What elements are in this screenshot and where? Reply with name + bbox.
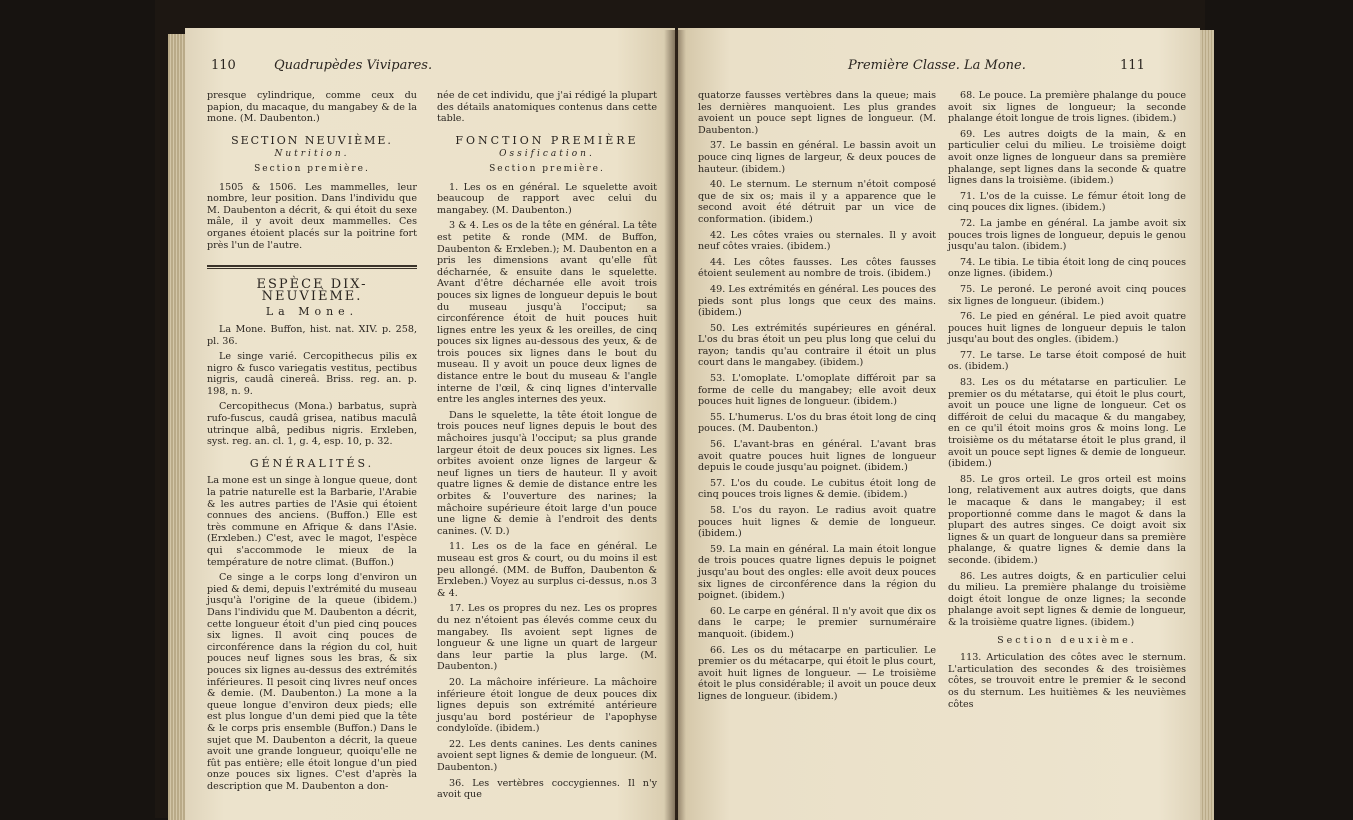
section-heading: SECTION NEUVIÈME. xyxy=(231,133,393,147)
paragraph: La Mone. Buffon, hist. nat. XIV. p. 258, pl. 36. xyxy=(207,323,417,347)
right-column-1 xyxy=(698,90,936,707)
left-header-title: Quadrupèdes Vivipares. xyxy=(273,58,433,73)
paragraph: 69. Les autres doigts de la main, & en particulier celui du milieu. Le troisième doigt avoit onze lignes de longueur dans sa première phalange, sept lignes dans la seconde & quatre lignes dans la troisième. (ibidem.) xyxy=(948,128,1186,187)
paragraph: 77. Le tarse. Le tarse étoit composé de huit os. (ibidem.) xyxy=(948,349,1186,373)
paragraph: 36. Les vertèbres coccygiennes. Il n'y avoit que xyxy=(437,777,657,801)
left-page xyxy=(185,28,675,820)
paragraph: 11. Les os de la face en général. Le museau est gros & court, ou du moins il est peu allongé. (MM. de Buffon, Daubenton & Erxleben.) Voyez au surplus ci-dessus, n.os 3 & 4. xyxy=(437,541,657,599)
paragraph: 66. Les os du métacarpe en particulier. Le premier os du métacarpe, qui étoit le plus court, avoit huit lignes de longueur. — Le troisième étoit le plus considérable; il avoit un pouce deux lignes de longueur. (ibidem.) xyxy=(698,644,936,702)
left-running-head xyxy=(211,58,432,73)
species-name: La Mone. xyxy=(265,305,359,319)
paragraph: 20. La mâchoire inférieure. La mâchoire inférieure étoit longue de deux pouces dix lignes depuis son extrémité antérieure jusqu'au bord postérieur de l'apophyse condyloïde. (ibidem.) xyxy=(437,676,657,735)
paragraph: 49. Les extrémités en général. Les pouces des pieds sont plus longs que ceux des mains. (ibidem.) xyxy=(698,283,936,319)
right-page-number: 111 xyxy=(1120,58,1145,73)
paragraph: 86. Les autres doigts, & en particulier celui du milieu. La première phalange du troisième doigt étoit longue de onze lignes; la seconde phalange avoit sept lignes & demie de longueur, & la troisième quatre lignes. (ibidem.) xyxy=(948,570,1186,628)
paragraph: 56. L'avant-bras en général. L'avant bras avoit quatre pouces huit lignes de longueur depuis le coude jusqu'au poignet. (ibidem.) xyxy=(698,439,936,474)
subheading-ossification: Ossification. xyxy=(499,149,595,160)
paragraph: 37. Le bassin en général. Le bassin avoit un pouce cinq lignes de largeur, & deux pouces de hauteur. (ibidem.) xyxy=(698,140,936,175)
right-column-2 xyxy=(948,90,1186,714)
paragraph: 1505 & 1506. Les mammelles, leur nombre, leur position. Dans l'individu que M. Daubenton a décrit, & qui étoit du sexe mâle, il y avoit deux mammelles. Ces organes étoient placés sur la poitrine fort près l'un de l'autre. xyxy=(207,181,417,251)
subheading-nutrition: Nutrition. xyxy=(274,149,350,160)
paragraph: quatorze fausses vertèbres dans la queue; mais les dernières manquoient. Les plus grandes avoient un pouce sept lignes de longueur. (M. Daubenton.) xyxy=(698,90,936,136)
paragraph: 40. Le sternum. Le sternum n'étoit composé que de six os; mais il y a apparence que le second avoit été détruit par un vice de conformation. (ibidem.) xyxy=(698,179,936,225)
paragraph: 3 & 4. Les os de la tête en général. La tête est petite & ronde (MM. de Buffon, Daubenton & Erxleben.); M. Daubenton en a pris les dimensions avant qu'elle fût décharnée, & ensuite dans le squelette. Avant d'être décharnée elle avoit trois pouces six lignes de longueur depuis le bout du museau jusqu'à l'occiput; sa circonférence étoit de huit pouces huit lignes entre les yeux & les oreilles, de cinq pouces six lignes au-dessous des yeux, & de trois pouces six lignes dans le bout du museau. Il y avoit un pouce deux lignes de distance entre le bout du museau & l'angle interne de l'œil, & cinq lignes d'intervalle entre les angles internes des yeux. xyxy=(437,220,657,406)
paragraph: 57. L'os du coude. Le cubitus étoit long de cinq pouces trois lignes & demie. (ibidem.) xyxy=(698,477,936,501)
paragraph: 58. L'os du rayon. Le radius avoit quatre pouces huit lignes & demie de longueur. (ibidem.) xyxy=(698,505,936,540)
section-first: Section première. xyxy=(489,163,605,174)
paragraph: 22. Les dents canines. Les dents canines avoient sept lignes & demie de longueur. (M. Daubenton.) xyxy=(437,738,657,774)
paragraph: Cercopithecus (Mona.) barbatus, suprà rufo-fuscus, caudâ grisea, natibus maculâ utrinque albâ, pedibus nigris. Erxleben, syst. reg. an. cl. 1, g. 4, esp. 10, p. 32. xyxy=(207,401,417,448)
section-first: Section première. xyxy=(254,163,370,174)
paragraph: 44. Les côtes fausses. Les côtes fausses étoient seulement au nombre de trois. (ibidem.) xyxy=(698,256,936,280)
paragraph: 85. Le gros orteil. Le gros orteil est moins long, relativement aux autres doigts, que dans le macaque & dans le mangabey; il est proportionné comme dans le magot & dans la plupart des autres singes. Ce doigt avoit six lignes & un quart de longueur dans sa première phalange, & quatre lignes & demie dans la seconde. (ibidem.) xyxy=(948,473,1186,566)
paragraph: Dans le squelette, la tête étoit longue de trois pouces neuf lignes depuis le bout des mâchoires jusqu'à l'occiput; sa plus grande largeur étoit de deux pouces six lignes. Les orbites avoient onze lignes de largeur & neuf lignes un tiers de hauteur. Il y avoit quatre lignes & demie de distance entre les orbites & l'ouverture des narines; la mâchoire supérieure étoit large d'un pouce une ligne & demie à l'endroit des dents canines. (V. D.) xyxy=(437,409,657,537)
paragraph: 60. Le carpe en général. Il n'y avoit que dix os dans le carpe; le premier surnuméraire manquoit. (ibidem.) xyxy=(698,605,936,640)
divider xyxy=(207,265,417,267)
paragraph: 113. Articulation des côtes avec le sternum. L'articulation des secondes & des troisièmes côtes, se trouvoit entre le premier & le second os du sternum. Les huitièmes & les neuvièmes côtes xyxy=(948,652,1186,710)
paragraph: 17. Les os propres du nez. Les os propres du nez n'étoient pas élevés comme ceux du mangabey. Ils avoient sept lignes de longueur & une ligne un quart de largeur dans leur partie la plus large. (M. Daubenton.) xyxy=(437,603,657,673)
right-header-title: Première Classe. La Mone. xyxy=(848,58,1026,73)
left-page-number: 110 xyxy=(211,58,236,73)
paragraph: née de cet individu, que j'ai rédigé la plupart des détails anatomiques contenus dans cette table. xyxy=(437,90,657,125)
paragraph: 50. Les extrémités supérieures en général. L'os du bras étoit un peu plus long que celui du rayon; tandis qu'au contraire il étoit un plus court dans le mangabey. (ibidem.) xyxy=(698,322,936,369)
paragraph: 71. L'os de la cuisse. Le fémur étoit long de cinq pouces dix lignes. (ibidem.) xyxy=(948,190,1186,214)
generalites-heading: GÉNÉRALITÉS. xyxy=(249,456,375,470)
paragraph: 83. Les os du métatarse en particulier. Le premier os du métatarse, qui étoit le plus court, avoit un pouce une ligne de longueur. Cet os différoit de celui du macaque & du mangabey, en ce qu'il étoit moins gros & moins long. Le troisième os du métatarse étoit le plus grand, il avoit un pouce sept lignes & demie de longueur. (ibidem.) xyxy=(948,377,1186,470)
paragraph: 76. Le pied en général. Le pied avoit quatre pouces huit lignes de longueur depuis le talon jusqu'au bout des ongles. (ibidem.) xyxy=(948,311,1186,346)
paragraph: 68. Le pouce. La première phalange du pouce avoit six lignes de longueur; la seconde phalange étoit longue de trois lignes. (ibidem.) xyxy=(948,90,1186,125)
paragraph: 53. L'omoplate. L'omoplate différoit par sa forme de celle du mangabey; elle avoit deux pouces huit lignes de longueur. (ibidem.) xyxy=(698,373,936,408)
divider xyxy=(207,268,417,269)
paragraph: 42. Les côtes vraies ou sternales. Il y avoit neuf côtes vraies. (ibidem.) xyxy=(698,229,936,253)
left-page-edges xyxy=(168,34,186,820)
paragraph: 55. L'humerus. L'os du bras étoit long de cinq pouces. (M. Daubenton.) xyxy=(698,411,936,435)
right-page-edges xyxy=(1200,30,1214,820)
paragraph: presque cylindrique, comme ceux du papion, du macaque, du mangabey & de la mone. (M. Daubenton.) xyxy=(207,90,417,125)
left-column-2 xyxy=(437,90,657,805)
right-page xyxy=(678,28,1200,820)
paragraph: 72. La jambe en général. La jambe avoit six pouces trois lignes de longueur, depuis le genou jusqu'au talon. (ibidem.) xyxy=(948,217,1186,253)
paragraph: 75. Le peroné. Le peroné avoit cinq pouces six lignes de longueur. (ibidem.) xyxy=(948,283,1186,307)
left-column-1 xyxy=(207,90,417,796)
paragraph: 74. Le tibia. Le tibia étoit long de cinq pouces onze lignes. (ibidem.) xyxy=(948,256,1186,280)
species-heading: ESPÈCE DIX-NEUVIÈME. xyxy=(256,277,368,304)
paragraph: 1. Les os en général. Le squelette avoit beaucoup de rapport avec celui du mangabey. (M. Daubenton.) xyxy=(437,181,657,216)
paragraph: 59. La main en général. La main étoit longue de trois pouces quatre lignes depuis le poignet jusqu'au bout des ongles: elle avoit deux pouces six lignes de circonférence dans la région du poignet. (ibidem.) xyxy=(698,543,936,602)
fonction-heading: FONCTION PREMIÈRE xyxy=(455,133,639,147)
section-second: Section deuxième. xyxy=(997,634,1137,646)
paragraph: Le singe varié. Cercopithecus pilis ex nigro & fusco variegatis vestitus, pectibus nigris, caudâ cinereâ. Briss. reg. an. p. 198, n. 9. xyxy=(207,351,417,397)
right-running-head xyxy=(848,58,1145,73)
paragraph: Ce singe a le corps long d'environ un pied & demi, depuis l'extrémité du museau jusqu'à l'origine de la queue (ibidem.) Dans l'individu que M. Daubenton a décrit, cette longueur étoit d'un pied cinq pouces six lignes. Il avoit cinq pouces de circonférence dans la région du col, huit pouces neuf lignes sous les bras, & six pouces six lignes au-dessus des extrémités inférieures. Il pesoit cinq livres neuf onces & demie. (M. Daubenton.) La mone a la queue longue d'environ deux pieds; elle est plus longue d'un demi pied que la tête & le corps pris ensemble (Buffon.) Dans le sujet que M. Daubenton a décrit, la queue avoit une grande longueur, quoiqu'elle ne fût pas entière; elle étoit longue d'un pied onze pouces six lignes. C'est d'après la description que M. Daubenton a don- xyxy=(207,572,417,792)
paragraph: La mone est un singe à longue queue, dont la patrie naturelle est la Barbarie, l'Arabie & les autres parties de l'Asie qui étoient connues des anciens. (Buffon.) Elle est très commune en Afrique & dans l'Asie. (Erxleben.) C'est, avec le magot, l'espèce qui s'accommode le mieux de la température de notre climat. (Buffon.) xyxy=(207,475,417,568)
book-spine-shadow xyxy=(664,30,686,820)
